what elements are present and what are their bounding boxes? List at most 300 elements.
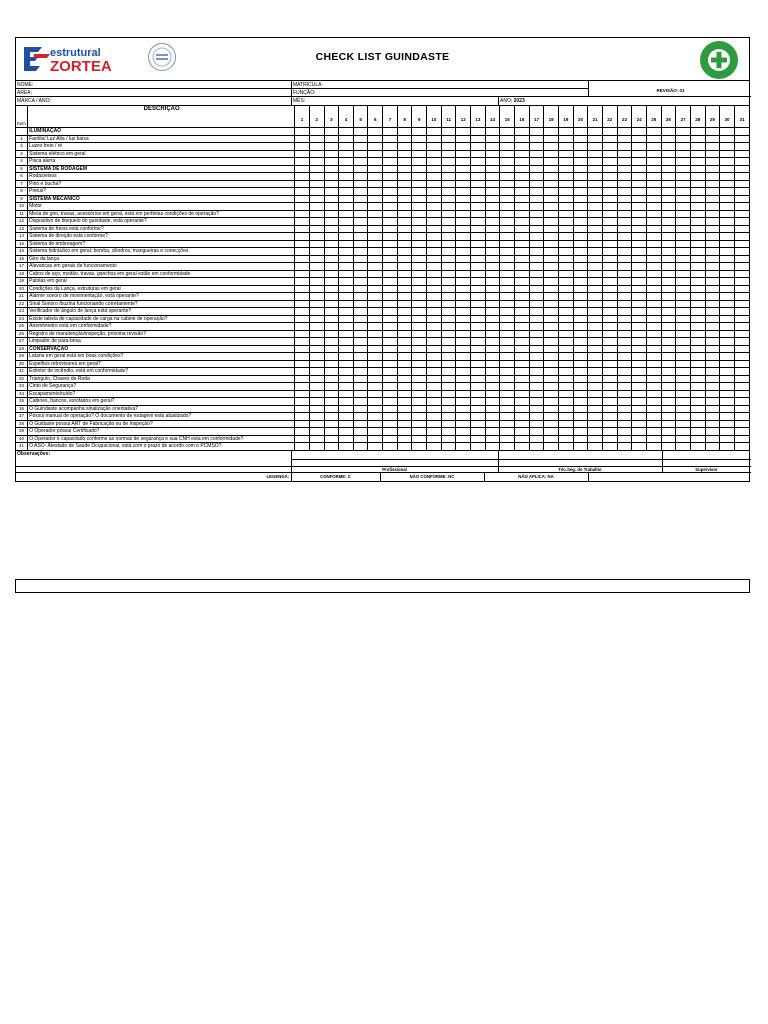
check-cell[interactable] [471,188,486,196]
check-cell[interactable] [544,323,559,331]
check-cell[interactable] [500,383,515,391]
check-cell[interactable] [515,353,530,361]
check-cell[interactable] [353,270,368,278]
check-cell[interactable] [529,233,544,241]
check-cell[interactable] [529,255,544,263]
check-cell[interactable] [617,435,632,443]
check-cell[interactable] [529,270,544,278]
check-cell[interactable] [412,375,427,383]
check-cell[interactable] [353,323,368,331]
check-cell[interactable] [632,150,647,158]
check-cell[interactable] [573,390,588,398]
check-cell[interactable] [383,428,398,436]
check-cell[interactable] [397,435,412,443]
check-cell[interactable] [295,345,310,353]
check-cell[interactable] [324,173,339,181]
check-cell[interactable] [559,233,574,241]
check-cell[interactable] [295,135,310,143]
check-cell[interactable] [485,413,500,421]
check-cell[interactable] [456,278,471,286]
check-cell[interactable] [690,143,705,151]
check-cell[interactable] [368,165,383,173]
check-cell[interactable] [295,323,310,331]
check-cell[interactable] [573,293,588,301]
check-cell[interactable] [705,323,720,331]
check-cell[interactable] [559,330,574,338]
check-cell[interactable] [324,315,339,323]
check-cell[interactable] [544,420,559,428]
check-cell[interactable] [734,248,749,256]
check-cell[interactable] [646,390,661,398]
check-cell[interactable] [353,248,368,256]
check-cell[interactable] [339,128,354,136]
check-cell[interactable] [324,375,339,383]
check-cell[interactable] [412,165,427,173]
check-cell[interactable] [500,375,515,383]
check-cell[interactable] [544,300,559,308]
check-cell[interactable] [427,285,442,293]
check-cell[interactable] [646,308,661,316]
check-cell[interactable] [529,263,544,271]
check-cell[interactable] [588,323,603,331]
check-cell[interactable] [471,278,486,286]
check-cell[interactable] [705,270,720,278]
check-cell[interactable] [324,225,339,233]
check-cell[interactable] [383,188,398,196]
check-cell[interactable] [339,420,354,428]
check-cell[interactable] [734,308,749,316]
check-cell[interactable] [353,173,368,181]
check-cell[interactable] [544,383,559,391]
check-cell[interactable] [485,165,500,173]
check-cell[interactable] [441,210,456,218]
check-cell[interactable] [573,270,588,278]
check-cell[interactable] [588,225,603,233]
check-cell[interactable] [485,383,500,391]
check-cell[interactable] [690,210,705,218]
check-cell[interactable] [529,338,544,346]
check-cell[interactable] [705,300,720,308]
check-cell[interactable] [602,428,617,436]
check-cell[interactable] [500,285,515,293]
check-cell[interactable] [720,128,735,136]
check-cell[interactable] [559,323,574,331]
check-cell[interactable] [412,405,427,413]
check-cell[interactable] [720,150,735,158]
check-cell[interactable] [427,345,442,353]
check-cell[interactable] [734,218,749,226]
check-cell[interactable] [515,293,530,301]
check-cell[interactable] [500,293,515,301]
check-cell[interactable] [632,323,647,331]
check-cell[interactable] [529,308,544,316]
check-cell[interactable] [559,188,574,196]
check-cell[interactable] [500,203,515,211]
check-cell[interactable] [602,308,617,316]
check-cell[interactable] [559,180,574,188]
check-cell[interactable] [471,240,486,248]
check-cell[interactable] [705,255,720,263]
check-cell[interactable] [309,360,324,368]
check-cell[interactable] [515,360,530,368]
check-cell[interactable] [427,300,442,308]
check-cell[interactable] [397,158,412,166]
check-cell[interactable] [368,158,383,166]
check-cell[interactable] [485,225,500,233]
check-cell[interactable] [441,398,456,406]
check-cell[interactable] [602,345,617,353]
check-cell[interactable] [588,428,603,436]
check-cell[interactable] [397,135,412,143]
check-cell[interactable] [529,135,544,143]
check-cell[interactable] [720,428,735,436]
check-cell[interactable] [397,398,412,406]
check-cell[interactable] [339,375,354,383]
check-cell[interactable] [544,293,559,301]
check-cell[interactable] [368,270,383,278]
check-cell[interactable] [705,405,720,413]
check-cell[interactable] [646,315,661,323]
check-cell[interactable] [456,398,471,406]
check-cell[interactable] [617,375,632,383]
check-cell[interactable] [471,300,486,308]
check-cell[interactable] [441,150,456,158]
check-cell[interactable] [383,420,398,428]
check-cell[interactable] [690,203,705,211]
check-cell[interactable] [427,135,442,143]
check-cell[interactable] [441,420,456,428]
check-cell[interactable] [690,353,705,361]
check-cell[interactable] [441,338,456,346]
check-cell[interactable] [602,360,617,368]
check-cell[interactable] [588,188,603,196]
check-cell[interactable] [339,195,354,203]
check-cell[interactable] [427,353,442,361]
check-cell[interactable] [339,308,354,316]
check-cell[interactable] [353,443,368,451]
check-cell[interactable] [427,405,442,413]
check-cell[interactable] [383,368,398,376]
check-cell[interactable] [690,248,705,256]
check-cell[interactable] [661,143,676,151]
check-cell[interactable] [646,240,661,248]
check-cell[interactable] [588,300,603,308]
check-cell[interactable] [559,360,574,368]
check-cell[interactable] [485,345,500,353]
check-cell[interactable] [602,353,617,361]
check-cell[interactable] [617,225,632,233]
check-cell[interactable] [573,225,588,233]
check-cell[interactable] [427,338,442,346]
check-cell[interactable] [632,173,647,181]
check-cell[interactable] [602,375,617,383]
check-cell[interactable] [588,195,603,203]
check-cell[interactable] [646,195,661,203]
check-cell[interactable] [529,240,544,248]
check-cell[interactable] [705,188,720,196]
check-cell[interactable] [661,158,676,166]
check-cell[interactable] [690,315,705,323]
check-cell[interactable] [353,428,368,436]
check-cell[interactable] [500,428,515,436]
check-cell[interactable] [559,128,574,136]
check-cell[interactable] [559,413,574,421]
check-cell[interactable] [471,218,486,226]
check-cell[interactable] [339,158,354,166]
check-cell[interactable] [676,443,691,451]
check-cell[interactable] [500,360,515,368]
check-cell[interactable] [734,285,749,293]
check-cell[interactable] [515,443,530,451]
check-cell[interactable] [705,180,720,188]
check-cell[interactable] [412,308,427,316]
check-cell[interactable] [617,428,632,436]
check-cell[interactable] [485,390,500,398]
check-cell[interactable] [368,285,383,293]
check-cell[interactable] [676,300,691,308]
check-cell[interactable] [309,315,324,323]
check-cell[interactable] [559,315,574,323]
check-cell[interactable] [515,143,530,151]
check-cell[interactable] [295,368,310,376]
check-cell[interactable] [529,390,544,398]
check-cell[interactable] [412,345,427,353]
check-cell[interactable] [602,158,617,166]
check-cell[interactable] [397,413,412,421]
check-cell[interactable] [397,390,412,398]
check-cell[interactable] [559,405,574,413]
check-cell[interactable] [295,203,310,211]
check-cell[interactable] [661,165,676,173]
check-cell[interactable] [573,330,588,338]
check-cell[interactable] [324,270,339,278]
check-cell[interactable] [309,180,324,188]
check-cell[interactable] [646,398,661,406]
check-cell[interactable] [412,128,427,136]
check-cell[interactable] [529,143,544,151]
check-cell[interactable] [632,405,647,413]
check-cell[interactable] [485,128,500,136]
check-cell[interactable] [617,300,632,308]
check-cell[interactable] [353,390,368,398]
check-cell[interactable] [456,338,471,346]
check-cell[interactable] [324,330,339,338]
check-cell[interactable] [544,435,559,443]
check-cell[interactable] [602,128,617,136]
check-cell[interactable] [485,285,500,293]
check-cell[interactable] [690,360,705,368]
check-cell[interactable] [324,143,339,151]
check-cell[interactable] [339,255,354,263]
check-cell[interactable] [573,300,588,308]
check-cell[interactable] [383,150,398,158]
check-cell[interactable] [705,443,720,451]
check-cell[interactable] [705,248,720,256]
check-cell[interactable] [676,135,691,143]
check-cell[interactable] [617,278,632,286]
check-cell[interactable] [544,443,559,451]
check-cell[interactable] [500,368,515,376]
check-cell[interactable] [412,323,427,331]
check-cell[interactable] [397,375,412,383]
check-cell[interactable] [632,368,647,376]
check-cell[interactable] [412,203,427,211]
check-cell[interactable] [676,150,691,158]
check-cell[interactable] [617,323,632,331]
check-cell[interactable] [588,218,603,226]
check-cell[interactable] [309,308,324,316]
check-cell[interactable] [602,255,617,263]
check-cell[interactable] [602,330,617,338]
check-cell[interactable] [646,435,661,443]
check-cell[interactable] [602,383,617,391]
check-cell[interactable] [309,285,324,293]
check-cell[interactable] [529,398,544,406]
check-cell[interactable] [397,383,412,391]
check-cell[interactable] [690,435,705,443]
check-cell[interactable] [324,210,339,218]
check-cell[interactable] [617,255,632,263]
check-cell[interactable] [734,158,749,166]
check-cell[interactable] [427,233,442,241]
check-cell[interactable] [559,248,574,256]
check-cell[interactable] [676,278,691,286]
check-cell[interactable] [368,368,383,376]
check-cell[interactable] [588,143,603,151]
check-cell[interactable] [544,225,559,233]
check-cell[interactable] [734,300,749,308]
check-cell[interactable] [427,158,442,166]
check-cell[interactable] [397,143,412,151]
check-cell[interactable] [720,225,735,233]
check-cell[interactable] [646,270,661,278]
check-cell[interactable] [690,300,705,308]
check-cell[interactable] [515,375,530,383]
check-cell[interactable] [573,180,588,188]
check-cell[interactable] [734,413,749,421]
check-cell[interactable] [573,135,588,143]
check-cell[interactable] [690,293,705,301]
check-cell[interactable] [353,203,368,211]
check-cell[interactable] [690,278,705,286]
check-cell[interactable] [720,165,735,173]
check-cell[interactable] [646,345,661,353]
check-cell[interactable] [588,233,603,241]
check-cell[interactable] [515,390,530,398]
check-cell[interactable] [515,278,530,286]
check-cell[interactable] [397,150,412,158]
check-cell[interactable] [456,158,471,166]
check-cell[interactable] [617,390,632,398]
check-cell[interactable] [309,225,324,233]
check-cell[interactable] [661,420,676,428]
check-cell[interactable] [397,443,412,451]
check-cell[interactable] [383,398,398,406]
check-cell[interactable] [368,180,383,188]
check-cell[interactable] [383,158,398,166]
check-cell[interactable] [602,413,617,421]
check-cell[interactable] [295,263,310,271]
check-cell[interactable] [602,338,617,346]
check-cell[interactable] [529,278,544,286]
check-cell[interactable] [529,165,544,173]
check-cell[interactable] [676,375,691,383]
check-cell[interactable] [324,398,339,406]
check-cell[interactable] [602,165,617,173]
check-cell[interactable] [397,300,412,308]
check-cell[interactable] [690,165,705,173]
check-cell[interactable] [690,270,705,278]
check-cell[interactable] [632,315,647,323]
check-cell[interactable] [383,435,398,443]
check-cell[interactable] [471,383,486,391]
check-cell[interactable] [617,143,632,151]
check-cell[interactable] [646,128,661,136]
check-cell[interactable] [515,180,530,188]
check-cell[interactable] [500,173,515,181]
check-cell[interactable] [544,188,559,196]
check-cell[interactable] [339,233,354,241]
check-cell[interactable] [412,390,427,398]
check-cell[interactable] [646,233,661,241]
check-cell[interactable] [515,128,530,136]
check-cell[interactable] [676,128,691,136]
check-cell[interactable] [427,390,442,398]
check-cell[interactable] [617,218,632,226]
check-cell[interactable] [412,315,427,323]
check-cell[interactable] [720,255,735,263]
check-cell[interactable] [705,420,720,428]
check-cell[interactable] [661,210,676,218]
check-cell[interactable] [632,443,647,451]
check-cell[interactable] [412,233,427,241]
check-cell[interactable] [309,263,324,271]
check-cell[interactable] [324,405,339,413]
check-cell[interactable] [383,143,398,151]
check-cell[interactable] [324,413,339,421]
check-cell[interactable] [734,188,749,196]
check-cell[interactable] [559,278,574,286]
check-cell[interactable] [427,240,442,248]
check-cell[interactable] [427,263,442,271]
check-cell[interactable] [412,360,427,368]
check-cell[interactable] [676,428,691,436]
check-cell[interactable] [720,293,735,301]
check-cell[interactable] [515,413,530,421]
check-cell[interactable] [324,218,339,226]
check-cell[interactable] [720,158,735,166]
check-cell[interactable] [368,188,383,196]
check-cell[interactable] [617,173,632,181]
check-cell[interactable] [427,293,442,301]
check-cell[interactable] [515,330,530,338]
check-cell[interactable] [544,278,559,286]
check-cell[interactable] [588,413,603,421]
check-cell[interactable] [441,233,456,241]
check-cell[interactable] [661,383,676,391]
check-cell[interactable] [588,150,603,158]
check-cell[interactable] [632,435,647,443]
check-cell[interactable] [573,128,588,136]
check-cell[interactable] [646,158,661,166]
check-cell[interactable] [720,405,735,413]
check-cell[interactable] [676,390,691,398]
check-cell[interactable] [617,210,632,218]
check-cell[interactable] [559,338,574,346]
check-cell[interactable] [368,383,383,391]
check-cell[interactable] [661,375,676,383]
check-cell[interactable] [441,300,456,308]
